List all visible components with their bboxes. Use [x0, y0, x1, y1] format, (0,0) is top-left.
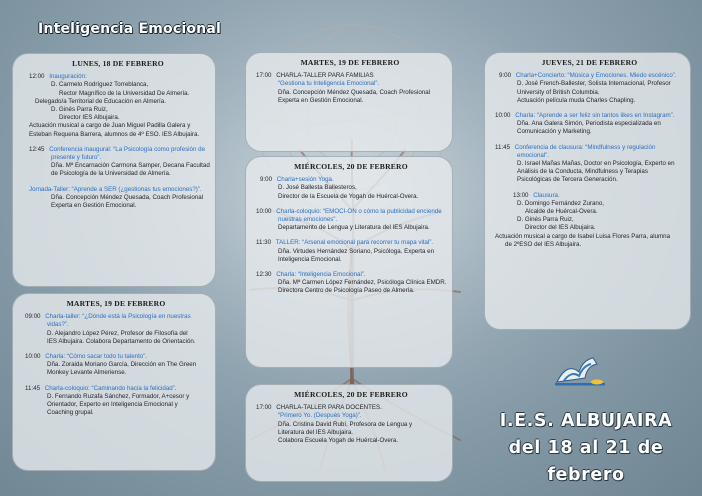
- event-time: 10:00: [256, 207, 272, 215]
- event-time: 12:45: [29, 145, 45, 153]
- event-title: Charla-coloquio: “EMOCI-ON o cómo la publicidad enciende: [276, 207, 442, 215]
- event-line: de Psicología de la Universidad de Almería.: [51, 170, 171, 178]
- event: [29, 145, 210, 179]
- event: [256, 72, 444, 105]
- event-line: IES Albujaira. Colabora Departamento de Orientación.: [47, 337, 196, 345]
- event-title: TALLER: “Arsenal emocional para recorrer tu mapa vital”.: [275, 239, 434, 247]
- event-line: D. Israel Mañas Mañas, Doctor en Psicología, Experto en: [517, 160, 675, 168]
- event-title: Conferencia de clausura: “Mindfulness y regulación: [514, 143, 656, 151]
- event-line: Departamento de Lengua y Literatura del IES Albujaira.: [278, 224, 430, 232]
- event-line: D. Carmelo Rodríguez Torreblanca,: [51, 81, 149, 89]
- day-header: JUEVES, 21 DE FEBRERO: [541, 58, 638, 67]
- event-time: 13:00: [513, 191, 529, 199]
- event-line: Dña. Mª Carmen López Fernández, Psicóloga Clínica EMDR.: [278, 279, 447, 287]
- event: [256, 208, 446, 233]
- event-title: “Gestiona tu Inteligencia Emocional”.: [278, 80, 380, 88]
- event-title: emocional”.: [517, 151, 549, 159]
- day-header: MIÉRCOLES, 20 DE FEBRERO: [294, 162, 408, 171]
- event-time: 10:00: [25, 353, 41, 361]
- event: [25, 385, 207, 418]
- event-line: D. Ginés Parra Ruiz,: [51, 106, 108, 114]
- event-line: Director de la Escuela de Yogah de Huércal-Overa.: [278, 192, 419, 200]
- event-line: Dña. Zoraida Moriano García, Dirección en The Green: [47, 361, 197, 369]
- schedule-tuesday-morning: [12, 293, 216, 471]
- event-line: Actuación musical a cargo de Juan Miguel Padilla Galera y: [29, 122, 191, 130]
- event: [29, 186, 207, 211]
- event-line: Alcalde de Huércal-Overa.: [525, 208, 598, 216]
- event-line: Esteban Requena Barrera, alumnos de 4º ESO. IES Albujaira.: [29, 130, 200, 138]
- event: [495, 144, 684, 185]
- event-line: D. Fernando Ruzafa Sánchez, Formador, A+cesor y: [47, 392, 190, 400]
- footer-info: [470, 408, 702, 489]
- event-line: University of British Columbia.: [517, 88, 600, 96]
- event-line: Colabora Escuela Yogah de Huércal-Overa.: [278, 437, 399, 445]
- event-line: Dña. Concepción Méndez Quesada, Coach Profesional: [51, 193, 204, 201]
- event-title: Clausura.: [533, 191, 560, 199]
- event-line: D. José Ballesta Ballesteros,: [278, 184, 357, 192]
- event-line: D. Ginés Parra Ruiz,: [517, 216, 574, 224]
- schedule-thursday: [484, 52, 691, 330]
- event-line: Dña. Ana Galera Simón, Periodista especializada en: [517, 120, 661, 128]
- event: [256, 176, 446, 201]
- school-name: I.E.S. ALBUJAIRA: [499, 411, 673, 431]
- event-title: Inauguración:: [49, 73, 87, 81]
- event-line: Análisis de la Conducta, Mindfulness y Terapias: [517, 168, 648, 176]
- event-title: vidas?”.: [47, 321, 69, 329]
- event-time: 11:30: [256, 239, 272, 247]
- event-line: Dña. Concepción Méndez Quesada, Coach Profesional: [278, 88, 431, 96]
- schedule-tuesday-evening: [245, 52, 453, 152]
- school-logo-icon: [553, 352, 607, 388]
- event: [29, 73, 207, 139]
- event-time: 10:00: [495, 112, 511, 120]
- event-line: Literatura del IES Albujaira.: [278, 428, 353, 436]
- event-time: 09:00: [25, 313, 41, 321]
- event: [256, 239, 446, 264]
- event-title: Charla: “Cómo sacar todo tu talento”.: [45, 353, 148, 361]
- event-time: 11:45: [25, 384, 41, 392]
- event-heading: CHARLA-TALLER PARA DOCENTES.: [276, 404, 382, 412]
- event-title: Conferencia inaugural: “La Psicología como profesión de: [49, 145, 206, 153]
- event-title: Charla-taller: “¿Dónde está la Psicología en nuestras: [45, 313, 191, 321]
- event: [495, 72, 684, 105]
- event-line: Delegado/a Territorial de Educación en Almería.: [35, 97, 166, 105]
- event-line: Psicológicas de Tercera Generación.: [517, 176, 618, 184]
- day-header: MARTES, 19 DE FEBRERO: [66, 299, 166, 308]
- event-line: Monkey Levante Almeriense.: [47, 369, 127, 377]
- event-line: Experta en Gestión Emocional.: [51, 202, 137, 210]
- event-line: D. Domingo Fernández Zurano,: [517, 199, 605, 207]
- event-time: 17:00: [256, 72, 272, 80]
- event-line: Inteligencia Emocional.: [278, 255, 342, 263]
- page-title: Inteligencia Emocional: [38, 21, 221, 37]
- event-time: 12:00: [29, 73, 45, 81]
- event: [495, 112, 684, 137]
- event-line: Actuación musical a cargo de Isabel Luisa Flores Parra, alumna: [495, 232, 671, 240]
- event-line: Comunicación y Marketing.: [517, 128, 592, 136]
- event: [256, 404, 446, 445]
- event-line: D. José French-Ballester, Solista Internacional, Profesor: [517, 80, 671, 88]
- event-time: 9:00: [260, 176, 273, 184]
- event-title: Jornada-Taller: “Aprende a SER (¿gestionas tus emociones?)”.: [29, 185, 202, 193]
- event-title: Charla: “Inteligencia Emocional”.: [276, 271, 366, 279]
- schedule-monday: [12, 53, 216, 287]
- event-title: Charla+Concierto: “Música y Emociones. Miedo escénico”.: [515, 72, 677, 80]
- event-line: Coaching grupal.: [47, 409, 94, 417]
- schedule-wednesday-morning: [245, 156, 453, 368]
- event-line: D. Alejandro López Pérez, Profesor de Filosofía del: [47, 329, 188, 337]
- event-title: “Primero Yo. (Después Yoga)”.: [278, 412, 362, 420]
- event-line: Director del IES Albujaira.: [525, 224, 596, 232]
- schedule-wednesday-evening: [245, 384, 453, 482]
- event-heading: CHARLA-TALLER PARA FAMILIAS: [276, 72, 374, 80]
- event-time: 9:00: [499, 72, 512, 80]
- event: [25, 353, 207, 378]
- event-line: Dña. Mª Encarnación Carmona Samper, Decana Facultad: [51, 162, 210, 170]
- event: [25, 313, 207, 346]
- day-header: MARTES, 19 DE FEBRERO: [300, 58, 400, 67]
- event-line: Orientador, Experto en Inteligencia Emocional y: [47, 401, 178, 409]
- day-header: MIÉRCOLES, 20 DE FEBRERO: [294, 390, 408, 399]
- event-line: Directora Centro de Psicología Paseo de Almería.: [278, 287, 415, 295]
- event-dates: del 18 al 21 de febrero: [508, 438, 664, 485]
- event-title: Charla: “Aprende a ser feliz sin tantos likes en Instagram”.: [515, 112, 675, 120]
- day-header: LUNES, 18 DE FEBRERO: [72, 59, 164, 68]
- event-line: Actuación película muda Charles Chapling.: [517, 96, 636, 104]
- event-title: Charla-coloquio: “Caminando hacia la felicidad”.: [44, 384, 177, 392]
- event-title: presente y futuro”.: [51, 154, 102, 162]
- event-time: 12:30: [256, 271, 272, 279]
- event-line: Dña. Cristina David Rubí, Profesora de Lengua y: [278, 420, 413, 428]
- event-line: de 2ºESO del IES Albujaira.: [505, 240, 582, 248]
- event-line: Dña. Virtudes Hernández Soriano, Psicóloga. Experta en: [278, 247, 435, 255]
- event-title: Charla+sesión Yoga.: [276, 176, 334, 184]
- event-line: Experta en Gestión Emocional.: [278, 96, 364, 104]
- event-time: 17:00: [256, 404, 272, 412]
- event-line: Director IES Albujaira.: [59, 114, 120, 122]
- event-time: 11:45: [495, 143, 511, 151]
- event-title: nuestras emociones”.: [278, 216, 338, 224]
- event: [256, 271, 446, 296]
- event: [495, 192, 684, 249]
- event-line: Rector Magnífico de la Universidad De Almería.: [59, 89, 190, 97]
